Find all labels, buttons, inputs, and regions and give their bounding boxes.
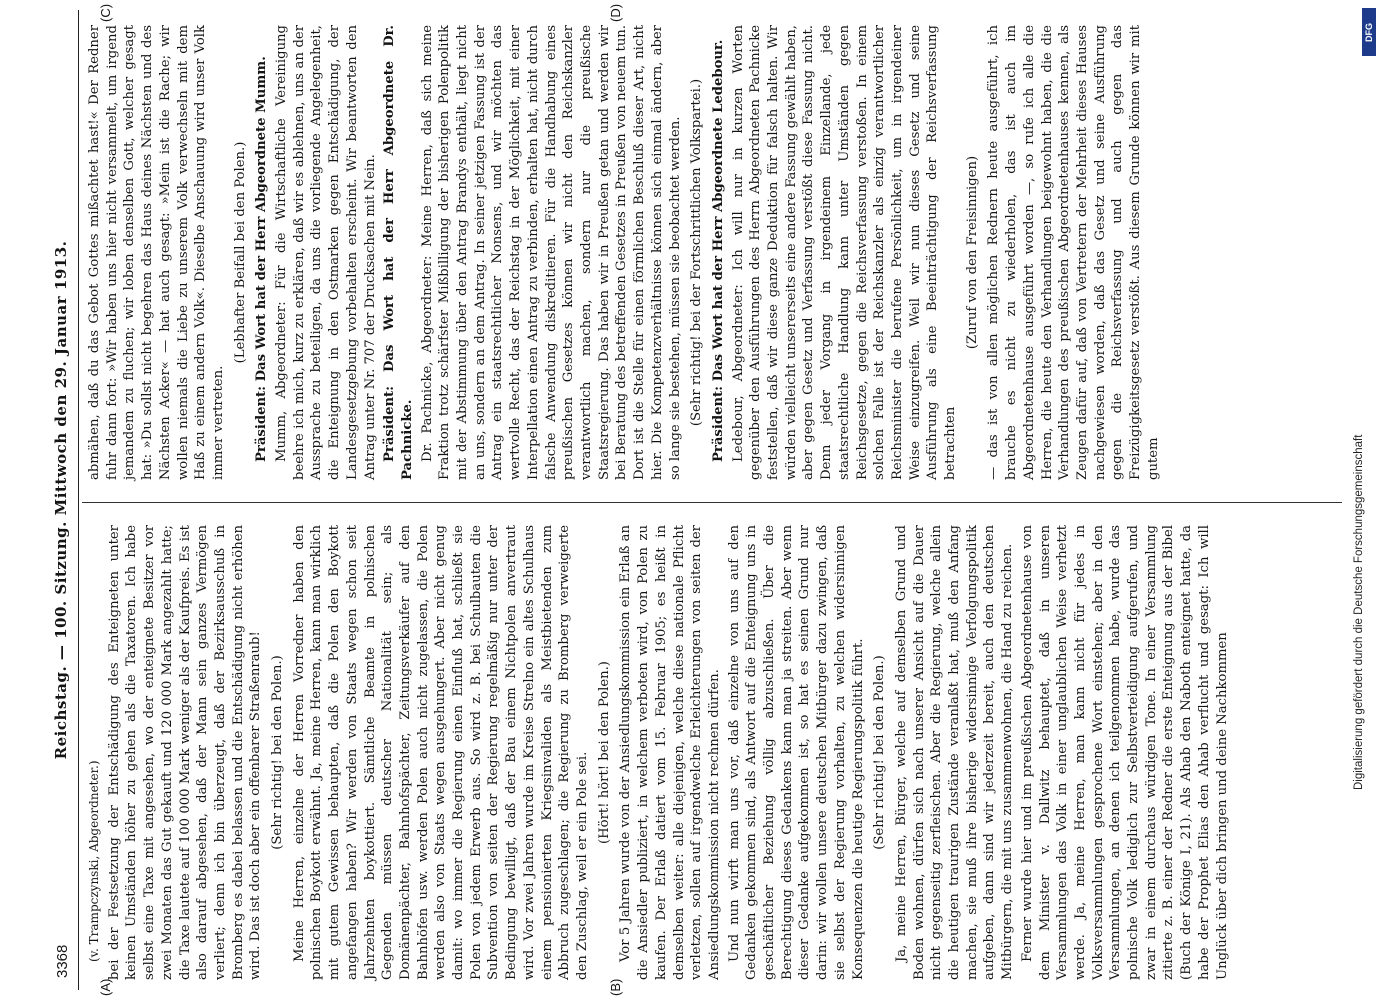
- paragraph: bei der Festsetzung der Entschädigung des Enteigneten unter keinen Umständen höher zu gehen als die Taxatoren. Ich habe selbst eine Taxe mit angesehen, wo der enteignete Besitzer vor zwei Monaten das Gut gekauft und 120 000 Mark angezahlt hatte; die Taxe lautete auf 100 000 Mark weniger als der Kaufpreis. Es ist also darauf abgesehen, daß der Mann sein ganzes Vermögen verliert; denn ich bin überzeugt, daß der Bezirksausschuß in Bromberg es dabei belassen und die Entschädigung nicht erhöhen wird. Das ist doch aber ein offenbarer Straßenraub!: [106, 525, 264, 980]
- paragraph: Ledebour, Abgeordneter: Ich will nur in kurzen Worten gegenüber den Ausführungen des Herrn Abgeordneten Pachnicke feststellen, daß wir diese ganze Deduktion für falsch halten. Wir würden vielleicht unsererseits eine andere Fassung gewählt haben, aber gegen Gesetz und Verfassung verstößt diese Fassung nicht. Denn jeder Vorgang in irgendeinem Einzellande, jede staatsrechtliche Handlung kann unter Umständen gegen Reichsgesetze, gegen die Reichsverfassung verstoßen. In einem solchen Falle ist der Reichskanzler als einzig verantwortlicher Reichsminister die berufene Persönlichkeit, um in irgendeiner Weise einzugreifen. Weil wir nun dieses Gesetz und seine Ausführung als eine Beeinträchtigung der Reichsverfassung betrachten: [730, 25, 959, 480]
- dfg-logo: [1362, 8, 1376, 56]
- paragraph: Ja, meine Herren, Bürger, welche auf demselben Grund und Boden wohnen, dürfen sich nach unserer Ansicht auf die Dauer nicht gegenseitig zerfleischen. Aber die Regierung, welche allein die heutigen traurigen Zustände veranlaßt hat, muß den Anfang machen, sie muß ihre bisherige widersinnige Verfolgungspolitik aufgeben, dann sind wir jederzeit bereit, auch den deutschen Mitbürgern, die mit uns zusammenwohnen, die Hand zu reichen.: [893, 525, 1016, 980]
- digitization-credit: Digitalisierung gefördert durch die Deutsche Forschungsgemeinschaft: [1353, 434, 1365, 790]
- president-statement: Präsident: Das Wort hat der Herr Abgeordnete Dr. Pachnicke.: [382, 25, 415, 480]
- margin-marker-d: (D): [608, 3, 623, 22]
- interjection: (Sehr richtig! bei den Polen.): [270, 655, 286, 850]
- interjection: (Zuruf von den Freisinnigen): [964, 155, 980, 350]
- margin-marker-a: (A): [98, 978, 113, 996]
- paragraph: Dr. Pachnicke, Abgeordneter: Meine Herren, daß sich meine Fraktion trotz schärfster Mißbilligung der bisherigen Polenpolitik mit der Abstimmung über den Antrag Brandys enthält, liegt nicht an uns, sondern an dem Antrag. In seiner jetzigen Fassung ist der Antrag ein staatsrechtlicher Nonsens, und wir möchten das wertvolle Recht, das der Reichstag in der Möglichkeit, mit einer Interpellation einen Antrag zu verbinden, erhalten hat, nicht durch falsche Anwendung diskreditieren. Für die Handhabung eines preußischen Gesetzes können wir nicht den Reichskanzler verantwortlich machen, sondern nur die preußische Staatsregierung. Das haben wir in Preußen getan und werden wir bei Beratung des betreffenden Gesetzes in Preußen von neuem tun. Dort ist die Stelle für einen förmlichen Beschluß dieser Art, nicht hier. Die Kompetenzverhältnisse können sich einmal ändern, aber so lange sie bestehen, müssen sie beobachtet werden.: [419, 25, 683, 480]
- interjection: (Lebhafter Beifall bei den Polen.): [232, 141, 248, 364]
- paragraph: — das ist von allen möglichen Rednern heute ausgeführt, ich brauche es nicht zu wiederholen, das ist auch im Abgeordnetenhause ausgeführt worden —, so rufe ich alle die Herren, die heute den Verhandlungen beigewohnt haben, die die Verhandlungen des preußischen Abgeordnetenhauses kennen, als Zeugen dafür auf, daß von Vertretern der Mehrheit dieses Hauses nachgewiesen worden, daß das Gesetz und seine Ausführung gegen die Reichsverfassung und auch gegen das Freizügigkeitsgesetz verstößt. Aus diesem Grunde können wir mit gutem: [986, 25, 1161, 480]
- left-column: [86, 525, 1336, 980]
- interjection: (Sehr richtig! bei den Polen.): [872, 655, 888, 850]
- interjection: (Hört! hört! bei den Polen.): [596, 661, 612, 844]
- paragraph: Vor 5 Jahren wurde von der Ansiedlungskommission ein Erlaß an die Ansiedler publiziert, in welchem verboten wird, von Polen zu kaufen. Der Erlaß datiert vom 15. Februar 1905; es heißt in demselben weiter: alle diejenigen, welche diese nationale Pflicht verletzen, sollen auf irgendwelche Erleichterungen von seiten der Ansiedlungskommission nicht rechnen dürfen.: [618, 525, 722, 980]
- paragraph: Mumm, Abgeordneter: Für die Wirtschaftliche Vereinigung beehre ich mich, kurz zu erklären, daß wir es ablehnen, uns an der Aussprache zu beteiligen, da uns die vorliegende Angelegenheit, die Enteignung in den Ostmarken gegen Entschädigung, der Landesgesetzgebung vorbehalten erscheint. Wir beantworten den Antrag unter Nr. 707 der Drucksachen mit Nein.: [274, 25, 378, 480]
- margin-marker-b: (B): [608, 978, 623, 996]
- page-number: 3368: [54, 944, 71, 978]
- page-header: [48, 10, 79, 990]
- rotated-newspaper-page: [48, 3, 1348, 996]
- paragraph: abmähen, daß du das Gebot Gottes mißachtet hast!« Der Redner fuhr dann fort: »Wir haben uns hier nicht versammelt, um irgend jemandem zu fluchen; wir loben denselben Gott, welcher gesagt hat: »Du sollst nicht begehren das Haus deines Nächsten und des Nächsten Acker« — hat auch gesagt: »Mein ist die Rache; wir wollen niemals die Liebe zu unserem Volk verwechseln mit dem Haß zu einem andern Volk«. Dieselbe Anschauung wird unser Volk immer vertreten.: [87, 25, 226, 480]
- column-divider: [82, 502, 1342, 503]
- running-title: Reichstag. — 100. Sitzung. Mittwoch den 29. Januar 1913.: [52, 240, 70, 760]
- margin-marker-c: (C): [98, 3, 113, 22]
- dfg-logo-text: DFG: [1364, 22, 1374, 42]
- right-column: [86, 25, 1336, 480]
- paragraph: Ferner wurde hier und im preußischen Abgeordnetenhause von dem Minister v. Dallwitz behauptet, daß in unseren Versammlungen das Volk in einer unglaublichen Weise verhetzt werde. Ja, meine Herren, man kann nicht für jedes in Volksversammlungen gesprochene Wort einstehen; aber in den Versammlungen, an denen ich teilgenommen habe, wurde das polnische Volk lediglich zur Selbstverteidigung aufgerufen, und zwar in einem durchaus würdigen Tone. In einer Versammlung zitierte z. B. einer der Redner die erste Enteignung aus der Bibel (Buch der Könige I, 21). Als Ahab den Naboth enteignet hatte, da habe der Prophet Elias den Ahab verflucht und gesagt: Ich will Unglück über dich bringen und deine Nachkommen: [1019, 525, 1230, 980]
- paragraph: Und nun wirft man uns vor, daß einzelne von uns auf den Gedanken gekommen sind, als Antwort auf die Enteignung uns in geschäftlicher Beziehung völlig abzuschließen. Über die Berechtigung dieses Gedankens kann man ja streiten. Aber wenn dieser Gedanke aufgekommen ist, so hat es seinen Grund nur darin: wir wollen unsere deutschen Mitbürger dazu zwingen, daß sie selbst der Regierung vorhalten, zu welchen widersinnigen Konsequenzen die heutige Regierungspolitik führt.: [726, 525, 866, 980]
- president-statement: Präsident: Das Wort hat der Herr Abgeordnete Mumm.: [254, 56, 270, 462]
- president-statement: Präsident: Das Wort hat der Herr Abgeordnete Ledebour.: [710, 39, 726, 462]
- speaker-continuation: (v. Trampczynski, Abgeordneter.): [87, 760, 101, 962]
- paragraph: Meine Herren, einzelne der Herren Vorredner haben den polnischen Boykott erwähnt. Ja, meine Herren, kann man wirklich mit gutem Gewissen behaupten, daß die Polen den Boykott angefangen haben? Wir werden von Staats wegen schon seit Jahrzehnten boykottiert. Sämtliche Beamte in polnischen Gegenden müssen deutscher Nationalität sein; als Domänenpächter, Bahnhofspächter, Zeitungsverkäufer auf den Bahnhöfen usw. werden Polen auch nicht zugelassen, die Polen werden also von Staats wegen ausgehungert. Aber nicht genug damit: wo immer die Regierung einen Einfluß hat, schließt sie Polen von jedem Erwerb aus. So wird z. B. bei Schulbauten die Subvention von seiten der Regierung regelmäßig nur unter der Bedingung bewilligt, daß der Bau einem Nichtpolen anvertraut wird. Vor zwei Jahren wurde im Kreise Strelno ein altes Schulhaus einem pensionierten Kriegsinvaliden als Meistbietenden zum Abbruch zugeschlagen; die Regierung zu Bromberg verweigerte den Zuschlag, weil er ein Pole sei.: [291, 525, 590, 980]
- interjection: (Sehr richtig! bei der Fortschrittlichen Volkspartei.): [689, 78, 705, 427]
